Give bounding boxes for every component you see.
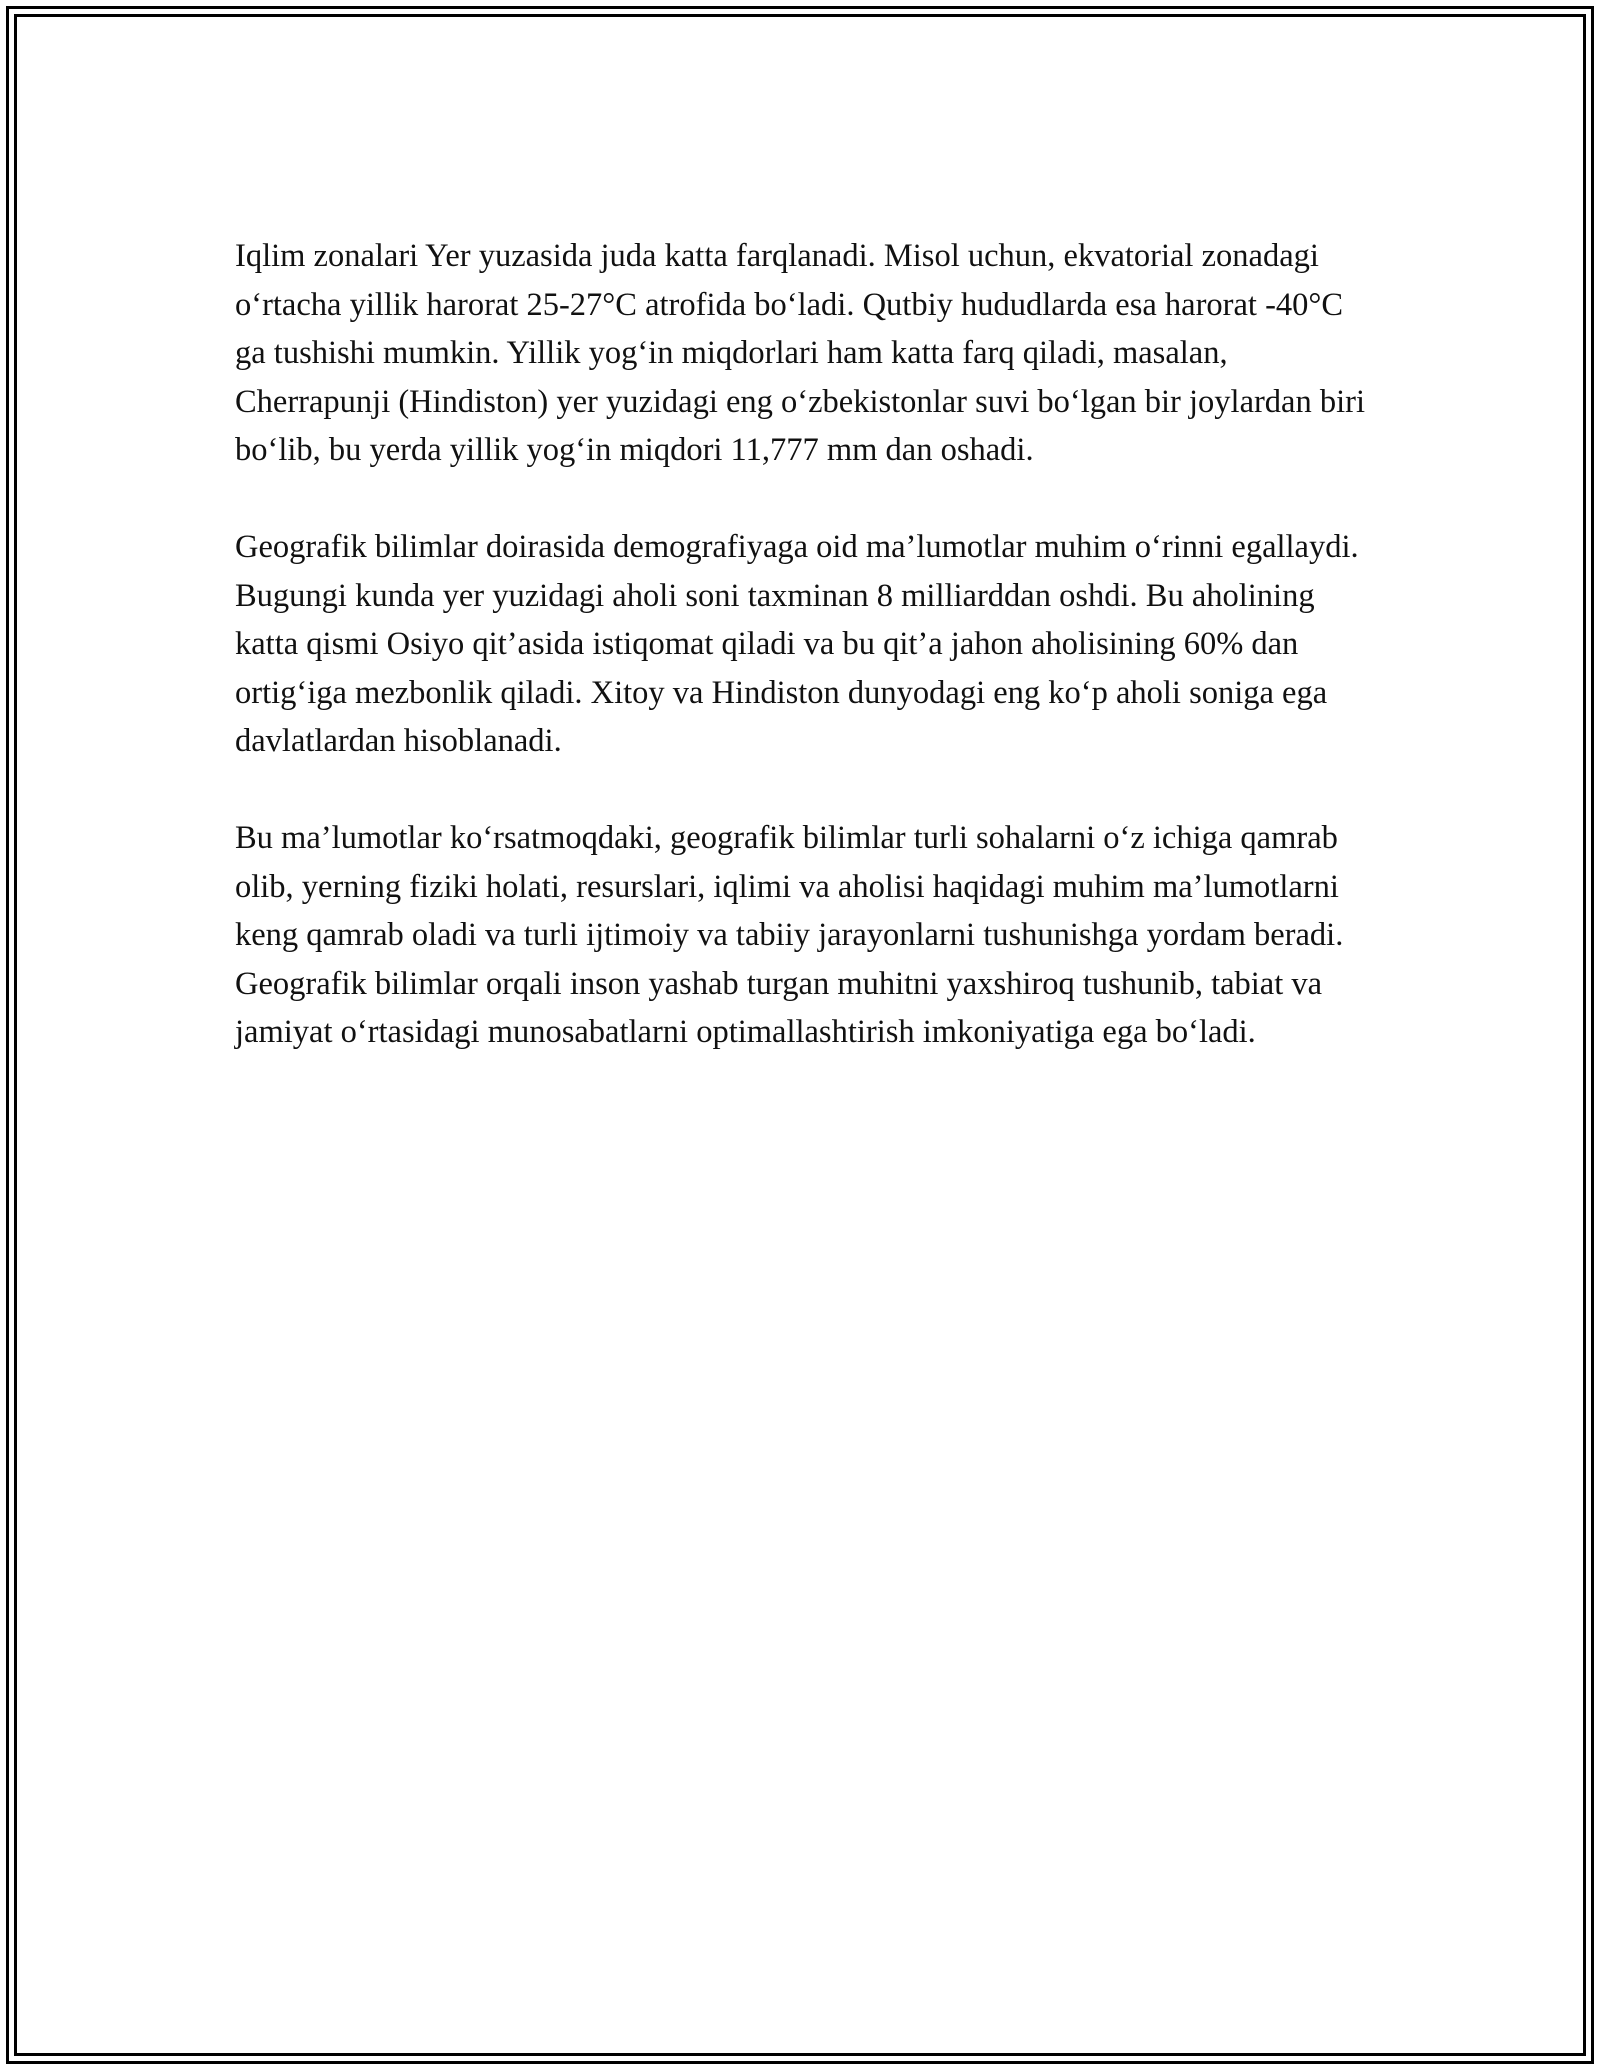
document-body bbox=[235, 232, 1375, 1105]
paragraph-climate: Iqlim zonalari Yer yuzasida juda katta farqlanadi. Misol uchun, ekvatorial zonadagi o‘rtacha yillik harorat 25-27°C atrofida bo‘ladi. Qutbiy hududlarda esa harorat -40°C ga tushishi mumkin. Yillik yog‘in miqdorlari ham katta farq qiladi, masalan, Cherrapunji (Hindiston) yer yuzidagi eng o‘zbekistonlar suvi bo‘lgan bir joylardan biri bo‘lib, bu yerda yillik yog‘in miqdori 11,777 mm dan oshadi. bbox=[235, 238, 1365, 468]
paragraph-conclusion: Bu ma’lumotlar ko‘rsatmoqdaki, geografik bilimlar turli sohalarni o‘z ichiga qamrab olib, yerning fiziki holati, resurslari, iqlimi va aholisi haqidagi muhim ma’lumotlarni keng qamrab oladi va turli ijtimoiy va tabiiy jarayonlarni tushunishga yordam beradi. Geografik bilimlar orqali inson yashab turgan muhitni yaxshiroq tushunib, tabiat va jamiyat o‘rtasidagi munosabatlarni optimallashtirish imkoniyatiga ega bo‘ladi. bbox=[235, 820, 1344, 1050]
paragraph-demography: Geografik bilimlar doirasida demografiyaga oid ma’lumotlar muhim o‘rinni egallaydi. Bugungi kunda yer yuzidagi aholi soni taxminan 8 milliarddan oshdi. Bu aholining katta qismi Osiyo qit’asida istiqomat qiladi va bu qit’a jahon aholisining 60% dan ortig‘iga mezbonlik qiladi. Xitoy va Hindiston dunyodagi eng ko‘p aholi soniga ega davlatlardan hisoblanadi. bbox=[235, 529, 1359, 759]
